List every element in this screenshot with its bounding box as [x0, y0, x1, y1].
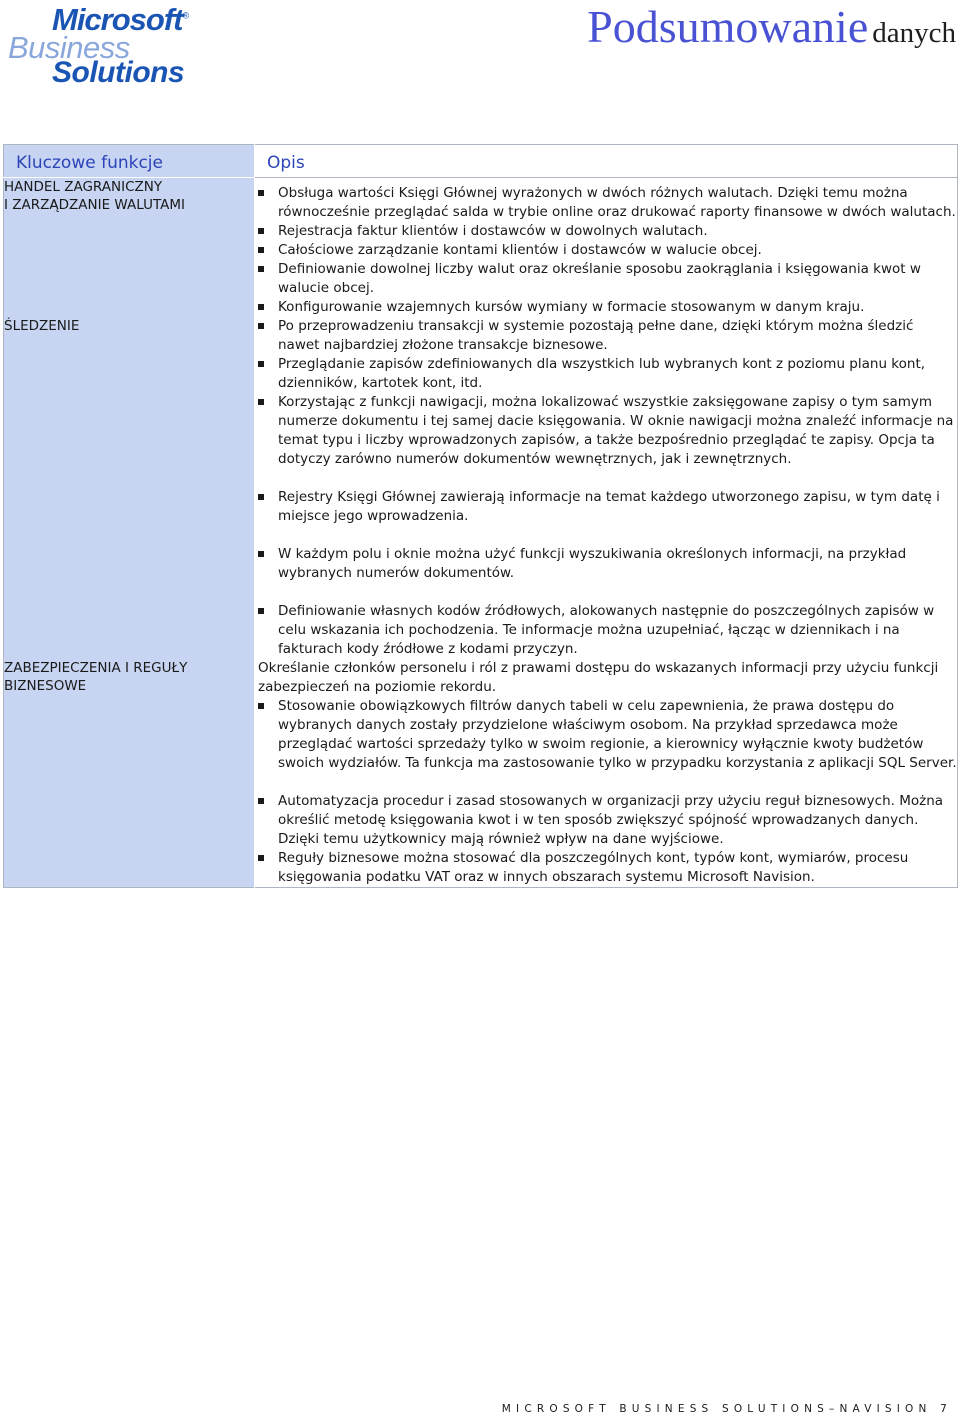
table-row: [4, 659, 958, 888]
features-table: [3, 144, 958, 888]
list-item: Po przeprowadzeniu transakcji w systemie pozostają pełne dane, dzięki którym można śledzić nawet najbardziej złożone transakcje biznesowe.: [255, 317, 957, 355]
list-item: Korzystając z funkcji nawigacji, można lokalizować wszystkie zaksięgowane zapisy o tym samym numerze dokumentu i tej samej dacie księgowania. W oknie nawigacji można znaleźć informacje na temat typu i liczby wprowadzonych zapisów, a także bezpośrednio przeglądać te zapisy. Opcja ta dotyczy zarówno numerów dokumentów wewnętrznych, jak i zewnętrznych.: [255, 393, 957, 469]
column-header-features: Kluczowe funkcje: [16, 153, 163, 173]
description-cell: [255, 659, 958, 888]
feature-cell: HANDEL ZAGRANICZNY I ZARZĄDZANIE WALUTAMI: [4, 178, 255, 318]
microsoft-business-solutions-logo: Microsoft® Business Solutions: [8, 2, 189, 89]
table-row: [4, 178, 958, 318]
page-footer: MICROSOFT BUSINESS SOLUTIONS–NAVISION 7: [501, 1403, 952, 1415]
page-title-sub: danych: [872, 17, 956, 49]
description-cell: [255, 317, 958, 659]
list-item: Reguły biznesowe można stosować dla poszczególnych kont, typów kont, wymiarów, procesu księgowania podatku VAT oraz w innych obszarach systemu Microsoft Navision.: [255, 849, 957, 887]
table-row: [4, 317, 958, 659]
list-item: Konfigurowanie wzajemnych kursów wymiany w formacie stosowanym w danym kraju.: [255, 298, 957, 317]
description-cell: [255, 178, 958, 318]
list-item: Stosowanie obowiązkowych filtrów danych tabeli w celu zapewnienia, że prawa dostępu do wybranych danych zostały przydzielone właściwym osobom. Na przykład sprzedawca może przeglądać wartości sprzedaży tylko w swoim regionie, a kierownicy wyłącznie kwoty budżetów swoich wydziałów. Ta funkcja ma zastosowanie tylko w przypadku korzystania z aplikacji SQL Server.: [255, 697, 957, 773]
intro-text: Określanie członków personelu i ról z prawami dostępu do wskazanych informacji przy użyciu funkcji zabezpieczeń na poziomie rekordu.: [258, 660, 939, 695]
list-item: Rejestry Księgi Głównej zawierają informacje na temat każdego utworzonego zapisu, w tym datę i miejsce jego wprowadzenia.: [255, 488, 957, 526]
list-item: Definiowanie dowolnej liczby walut oraz określanie sposobu zaokrąglania i księgowania kwot w walucie obcej.: [255, 260, 957, 298]
list-item: W każdym polu i oknie można użyć funkcji wyszukiwania określonych informacji, na przykład wybranych numerów dokumentów.: [255, 545, 957, 583]
list-item: Rejestracja faktur klientów i dostawców w dowolnych walutach.: [255, 222, 957, 241]
feature-cell: ŚLEDZENIE: [4, 317, 255, 659]
page-title-main: Podsumowanie: [587, 1, 869, 52]
column-header-description: Opis: [267, 153, 305, 173]
list-item: Całościowe zarządzanie kontami klientów i dostawców w walucie obcej.: [255, 241, 957, 260]
list-item: Przeglądanie zapisów zdefiniowanych dla wszystkich lub wybranych kont z poziomu planu kont, dzienników, kartotek kont, itd.: [255, 355, 957, 393]
list-item: Obsługa wartości Księgi Głównej wyrażonych w dwóch różnych walutach. Dzięki temu można równocześnie przeglądać salda w trybie online oraz drukować raporty finansowe w dwóch walutach.: [255, 184, 957, 222]
page-title: [587, 0, 956, 53]
list-item: Definiowanie własnych kodów źródłowych, alokowanych następnie do poszczególnych zapisów w celu wskazania ich pochodzenia. Te informacje można uzupełniać, łącząc w dziennikach i na fakturach kody źródłowe z kodami przyczyn.: [255, 602, 957, 659]
feature-cell: ZABEZPIECZENIA I REGUŁY BIZNESOWE: [4, 659, 255, 888]
list-item: Automatyzacja procedur i zasad stosowanych w organizacji przy użyciu reguł biznesowych. Można określić metodę księgowania kwot i w ten sposób zwiększyć spójność wprowadzanych danych. Dzięki temu użytkownicy mają również wpływ na dane wyjściowe.: [255, 792, 957, 849]
table-header-row: [4, 145, 958, 178]
